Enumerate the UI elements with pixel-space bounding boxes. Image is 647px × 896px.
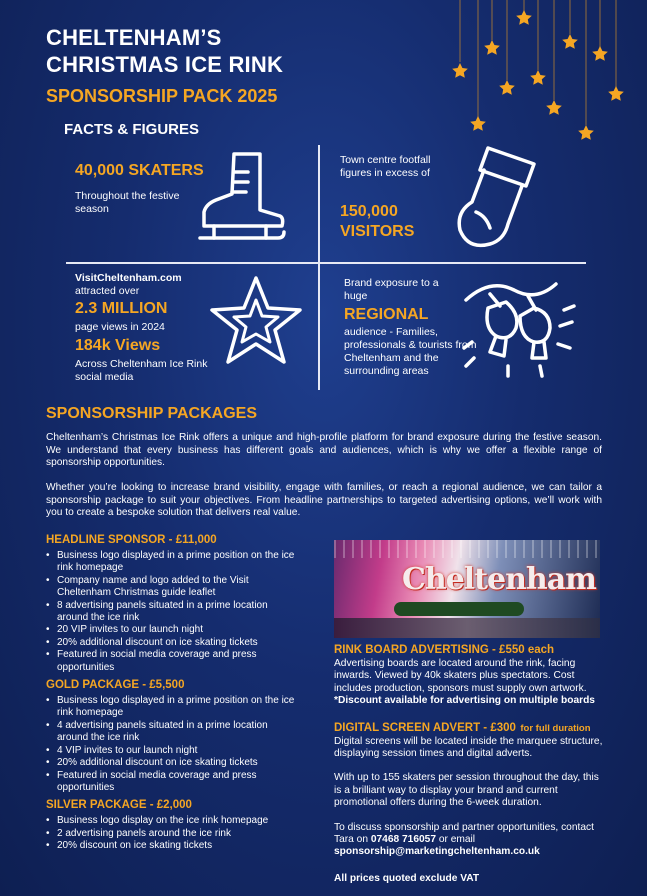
digital-title-row <box>334 718 604 736</box>
facts-divider-horizontal <box>66 262 586 264</box>
visitors-figure-line-1: 150,000 <box>340 203 398 220</box>
web-text-1: attracted over <box>75 285 140 297</box>
gold-package-title: GOLD PACKAGE - £5,500 <box>46 679 185 692</box>
list-item: • 20% additional discount on ice skating tickets <box>46 637 296 649</box>
contact-phone[interactable]: 07468 716057 <box>370 834 436 846</box>
stocking-icon <box>446 142 540 254</box>
title-line-1: CHELTENHAM’S <box>46 25 222 50</box>
facts-heading: FACTS & FIGURES <box>64 121 200 138</box>
ice-rink-photo <box>334 540 600 638</box>
contact-text: To discuss sponsorship and partner opportunities, contact Tara on <box>334 821 594 846</box>
skaters-figure: 40,000 SKATERS <box>75 162 204 179</box>
regional-figure: REGIONAL <box>344 306 429 323</box>
list-item: • Business logo displayed in a prime position on the ice rink homepage <box>46 550 296 575</box>
silver-package-title: SILVER PACKAGE - £2,000 <box>46 799 192 812</box>
packages-heading: SPONSORSHIP PACKAGES <box>46 405 258 422</box>
list-item: • 20 VIP invites to our launch night <box>46 624 296 636</box>
facts-divider-vertical <box>318 145 320 390</box>
gold-package-list <box>46 695 296 794</box>
visitors-figure-line-2: VISITORS <box>340 223 415 240</box>
regional-text-1: Brand exposure to a huge <box>344 277 439 302</box>
list-item: • Featured in social media coverage and press opportunities <box>46 770 296 795</box>
right-column <box>334 644 604 885</box>
title-line-2: CHRISTMAS ICE RINK <box>46 52 284 77</box>
list-item: • Featured in social media coverage and press opportunities <box>46 649 296 674</box>
list-item: • 4 advertising panels situated in a prime location around the ice rink <box>46 720 296 745</box>
web-text-2: page views in 2024 <box>75 321 165 333</box>
web-site-name: VisitCheltenham.com <box>75 272 182 284</box>
photo-floor <box>334 618 600 638</box>
visitors-figure <box>340 202 414 242</box>
photo-lights <box>334 540 600 558</box>
list-item: • 2 advertising panels around the ice rink <box>46 828 296 840</box>
headline-package-title: HEADLINE SPONSOR - £11,000 <box>46 534 217 546</box>
star-icon <box>578 125 594 140</box>
star-icon <box>592 46 608 61</box>
list-item: • 4 VIP invites to our launch night <box>46 745 296 757</box>
star-icon <box>499 80 515 95</box>
hanging-stars-decoration <box>440 0 647 145</box>
contact-text-mid: or email <box>438 834 476 846</box>
star-icon <box>484 40 500 55</box>
contact-block <box>334 822 604 859</box>
rink-board-title: RINK BOARD ADVERTISING - £550 each <box>334 644 555 656</box>
regional-text-2: audience - Families, professionals & tourists from Cheltenham and the surrounding areas <box>344 326 477 377</box>
digital-text-2: With up to 155 skaters per session throughout the day, this is a brilliant way to display your brand and current promotional offers during the 6-week duration. <box>334 772 599 809</box>
star-icon <box>530 70 546 85</box>
rink-board-text: Advertising boards are located around the rink, facing inwards. Viewed by 40k skaters plus spectators. Cost includes production, sponsors must supply own artwork. <box>334 658 587 694</box>
digital-title: DIGITAL SCREEN ADVERT - £300 <box>334 721 516 734</box>
web-text-3: Across Cheltenham Ice Rink social media <box>75 358 208 383</box>
page-subtitle: SPONSORSHIP PACK 2025 <box>46 86 278 106</box>
page-title <box>46 24 283 78</box>
star-icon <box>516 10 532 25</box>
web-figure-2: 184k Views <box>75 337 161 354</box>
star-icon <box>452 63 468 78</box>
star-icon <box>608 86 624 101</box>
photo-wreath <box>394 602 524 616</box>
outline-star-icon <box>206 272 306 372</box>
skaters-text: Throughout the festive season <box>75 190 180 215</box>
web-figure-1: 2.3 MILLION <box>75 300 168 317</box>
list-item: • 20% additional discount on ice skating tickets <box>46 757 296 769</box>
packages-intro-2: Whether you’re looking to increase brand visibility, engage with families, or reach a regional audience, we can tailor a sponsorship package to suit your objectives. From headline partnerships to targeted advertising options, we’ll work with you to create a bespoke solution that delivers real value. <box>46 482 602 518</box>
list-item: • 8 advertising panels situated in a prime location around the ice rink <box>46 600 296 625</box>
star-icon <box>470 116 486 131</box>
photo-sign: Cheltenham <box>402 562 596 597</box>
christmas-lights-icon <box>460 272 580 382</box>
vat-note: All prices quoted exclude VAT <box>334 872 480 884</box>
rink-board-note: *Discount available for advertising on multiple boards <box>334 695 595 707</box>
star-icon <box>546 100 562 115</box>
list-item: • Business logo display on the ice rink homepage <box>46 815 296 827</box>
silver-package-list <box>46 815 296 852</box>
visitors-text: Town centre footfall figures in excess of <box>340 154 431 179</box>
digital-text-1: Digital screens will be located inside the marquee structure, displaying session times and digital adverts. <box>334 735 603 760</box>
list-item: • Company name and logo added to the Visit Cheltenham Christmas guide leaflet <box>46 575 296 600</box>
digital-title-suffix: for full duration <box>520 722 591 734</box>
list-item: • Business logo displayed in a prime position on the ice rink homepage <box>46 695 296 720</box>
left-packages-column <box>46 534 296 853</box>
ice-skate-icon <box>196 150 288 250</box>
list-item: • 20% discount on ice skating tickets <box>46 840 296 852</box>
star-icon <box>562 34 578 49</box>
packages-intro-1: Cheltenham’s Christmas Ice Rink offers a unique and high-profile platform for brand exposure during the festive season. We understand that every business has different goals and audiences, which is why we offer a flexible range of sponsorship opportunities. <box>46 432 602 468</box>
contact-email[interactable]: sponsorship@marketingcheltenham.co.uk <box>334 846 540 858</box>
headline-package-list <box>46 550 296 674</box>
